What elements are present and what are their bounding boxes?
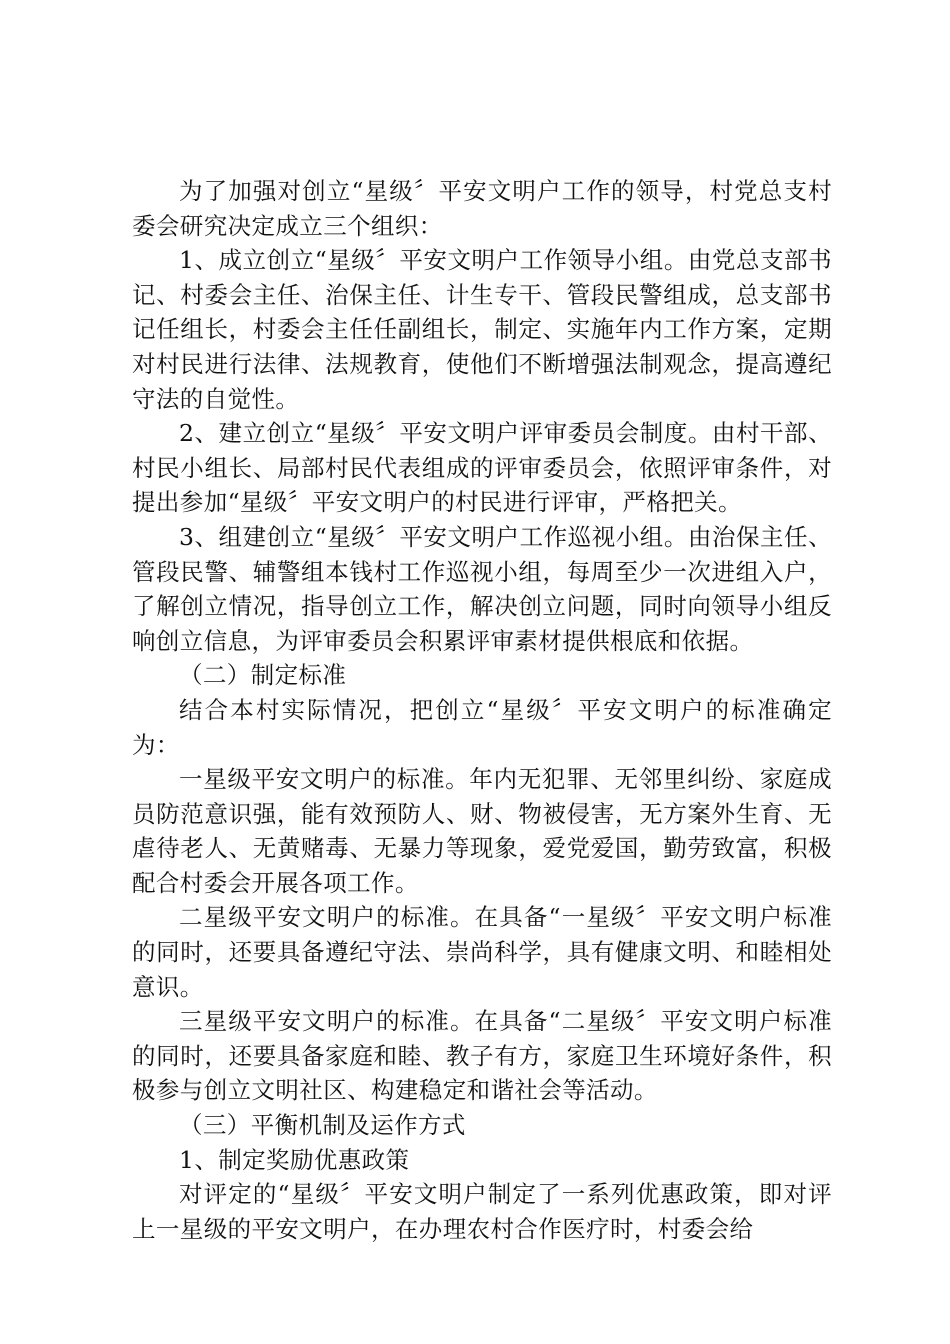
subheading-incentives: 1、制定奖励优惠政策 <box>179 1145 410 1174</box>
paragraph-standards-intro: 结合本村实际情况，把创立“星级〞平安文明户的标准确定为： <box>132 695 832 759</box>
document-body <box>132 174 832 1246</box>
paragraph-one-star: 一星级平安文明户的标准。年内无犯罪、无邻里纠纷、家庭成员防范意识强，能有效预防人、财、物被侵害，无方案外生育、无虐待老人、无黄赌毒、无暴力等现象，爱党爱国，勤劳致富，积极配合村委会开展各项工作。 <box>132 765 832 897</box>
paragraph-item-3: 3、组建创立“星级〞平安文明户工作巡视小组。由治保主任、管段民警、辅警组本钱村工作巡视小组，每周至少一次进组入户，了解创立情况，指导创立工作，解决创立问题，同时向领导小组反响创立信息，为评审委员会积累评审素材提供根底和依据。 <box>132 522 832 655</box>
paragraph-item-2: 2、建立创立“星级〞平安文明户评审委员会制度。由村干部、村民小组长、局部村民代表组成的评审委员会，依照评审条件，对提出参加“星级〞平安文明户的村民进行评审，严格把关。 <box>132 419 832 517</box>
paragraph-intro: 为了加强对创立“星级〞平安文明户工作的领导，村党总支村委会研究决定成立三个组织： <box>132 177 832 240</box>
paragraph-three-star: 三星级平安文明户的标准。在具备“二星级〞平安文明户标准的同时，还要具备家庭和睦、教子有方，家庭卫生环境好条件，积极参与创立文明社区、构建稳定和谐社会等活动。 <box>132 1007 832 1105</box>
section-heading-mechanism: （三）平衡机制及运作方式 <box>179 1111 466 1140</box>
paragraph-incentives: 对评定的“星级〞平安文明户制定了一系列优惠政策，即对评上一星级的平安文明户，在办理农村合作医疗时，村委会给 <box>132 1180 832 1243</box>
paragraph-item-1: 1、成立创立“星级〞平安文明户工作领导小组。由党总支部书记、村委会主任、治保主任、计生专干、管段民警组成，总支部书记任组长，村委会主任任副组长，制定、实施年内工作方案，定期对村民进行法律、法规教育，使他们不断增强法制观念，提高遵纪守法的自觉性。 <box>132 246 832 413</box>
section-heading-standards: （二）制定标准 <box>179 661 347 690</box>
paragraph-two-star: 二星级平安文明户的标准。在具备“一星级〞平安文明户标准的同时，还要具备遵纪守法、崇尚科学，具有健康文明、和睦相处意识。 <box>132 903 832 1001</box>
